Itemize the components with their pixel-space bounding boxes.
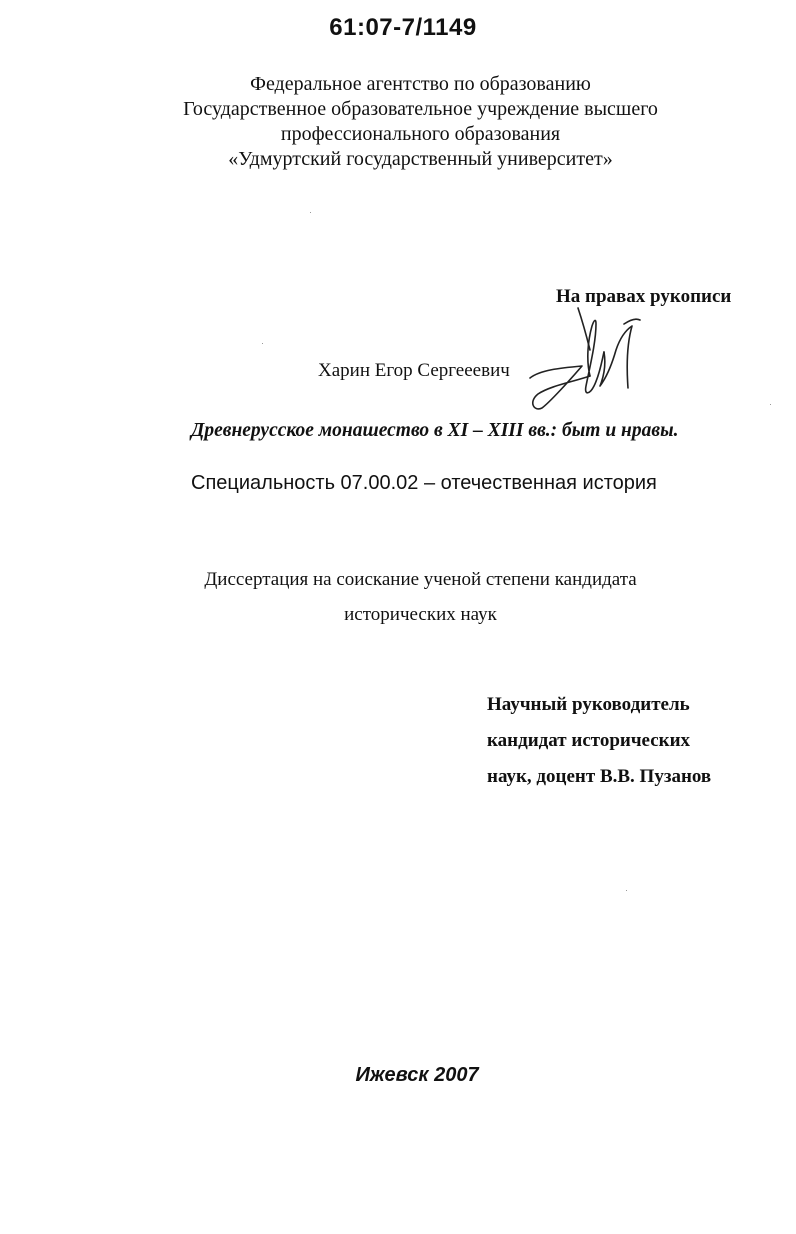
archive-code: 61:07-7/1149 [329,14,477,41]
supervisor-line: Научный руководитель [487,694,690,715]
degree-line: исторических наук [344,604,497,625]
manuscript-rights: На правах рукописи [556,286,732,307]
supervisor-block [487,687,711,795]
supervisor-line: кандидат исторических [487,730,691,751]
city-year: Ижевск 2007 [355,1064,479,1086]
scan-speck [262,343,263,344]
degree-line: Диссертация на соискание ученой степени кандидата [204,569,637,590]
author-name: Харин Егор Сергееевич [318,360,510,381]
institution-line: «Удмуртский государственный университет» [228,148,613,170]
degree-statement [0,562,796,632]
institution-line: Федеральное агентство по образованию [250,73,591,95]
specialty: Специальность 07.00.02 – отечественная история [191,472,657,494]
institution-line: Государственное образовательное учреждение высшего [183,98,658,120]
signature [520,290,660,420]
scan-speck [770,404,771,405]
thesis-title: Древнерусское монашество в XI – XIII вв.: быт и нравы. [191,420,679,441]
scan-speck [626,890,627,891]
institution-header [0,72,796,172]
supervisor-line: наук, доцент В.В. Пузанов [487,766,712,787]
scan-speck [310,212,311,213]
institution-line: профессионального образования [280,123,561,145]
